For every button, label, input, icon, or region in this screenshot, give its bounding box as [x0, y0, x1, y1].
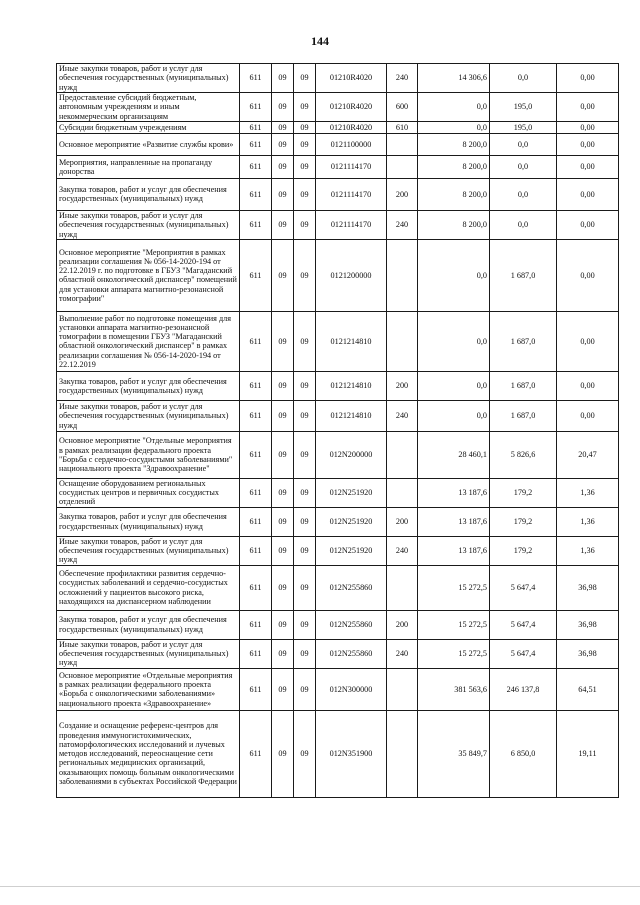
cell-subsection: 09: [294, 155, 316, 178]
cell-target: 0121114170: [316, 178, 387, 210]
cell-target: 012N200000: [316, 431, 387, 478]
cell-v3: 0,00: [557, 155, 619, 178]
cell-type: 240: [387, 64, 418, 93]
table-row: [57, 93, 619, 122]
cell-name: Закупка товаров, работ и услуг для обеспечения государственных (муниципальных) нужд: [57, 178, 240, 210]
cell-name: Мероприятия, направленные на пропаганду донорства: [57, 155, 240, 178]
cell-v2: 0,0: [490, 178, 557, 210]
cell-ministry: 611: [240, 431, 272, 478]
cell-v1: 0,0: [418, 121, 490, 133]
cell-v2: 1 687,0: [490, 239, 557, 311]
cell-name: Основное мероприятие «Отдельные мероприятия в рамках реализации федерального проекта «Борьба с онкологическими заболеваниями» национального проекта «Здравоохранение»: [57, 668, 240, 710]
cell-subsection: 09: [294, 639, 316, 668]
cell-target: 012N255860: [316, 565, 387, 610]
cell-v3: 0,00: [557, 400, 619, 431]
bottom-rule: [0, 886, 640, 887]
cell-subsection: 09: [294, 311, 316, 371]
cell-v2: 0,0: [490, 64, 557, 93]
cell-ministry: 611: [240, 239, 272, 311]
table-row: [57, 64, 619, 93]
cell-type: 610: [387, 121, 418, 133]
cell-name: Оснащение оборудованием региональных сосудистых центров и первичных сосудистых отделений: [57, 478, 240, 507]
cell-section: 09: [272, 710, 294, 797]
table-row: [57, 431, 619, 478]
cell-target: 0121100000: [316, 133, 387, 155]
cell-type: 600: [387, 93, 418, 122]
cell-v3: 0,00: [557, 371, 619, 400]
cell-type: 240: [387, 400, 418, 431]
table-row: [57, 639, 619, 668]
cell-name: Основное мероприятие «Развитие службы крови»: [57, 133, 240, 155]
cell-v1: 381 563,6: [418, 668, 490, 710]
cell-name: Выполнение работ по подготовке помещения для установки аппарата магнитно-резонансной томографии в помещении ГБУЗ "Магаданский областной онкологический диспансер" в рамках реализации соглашения № 056-14-2020-194 от 22.12.2019: [57, 311, 240, 371]
cell-v1: 8 200,0: [418, 155, 490, 178]
cell-section: 09: [272, 371, 294, 400]
table-row: [57, 311, 619, 371]
cell-type: 200: [387, 371, 418, 400]
cell-v2: 1 687,0: [490, 371, 557, 400]
cell-target: 012N251920: [316, 478, 387, 507]
cell-v1: 8 200,0: [418, 133, 490, 155]
cell-name: Иные закупки товаров, работ и услуг для обеспечения государственных (муниципальных) нужд: [57, 536, 240, 565]
cell-name: Обеспечение профилактики развития сердечно-сосудистых заболеваний и сердечно-сосудистых осложнений у пациентов высокого риска, находящихся на диспансерном наблюдении: [57, 565, 240, 610]
cell-ministry: 611: [240, 668, 272, 710]
table-row: [57, 507, 619, 536]
cell-ministry: 611: [240, 536, 272, 565]
cell-target: 01210R4020: [316, 121, 387, 133]
cell-section: 09: [272, 311, 294, 371]
cell-ministry: 611: [240, 565, 272, 610]
cell-v2: 1 687,0: [490, 400, 557, 431]
cell-type: [387, 565, 418, 610]
cell-v3: 36,98: [557, 565, 619, 610]
cell-v1: 13 187,6: [418, 478, 490, 507]
cell-ministry: 611: [240, 610, 272, 639]
cell-v1: 0,0: [418, 311, 490, 371]
cell-subsection: 09: [294, 710, 316, 797]
cell-section: 09: [272, 64, 294, 93]
cell-section: 09: [272, 121, 294, 133]
cell-type: 240: [387, 639, 418, 668]
cell-v3: 19,11: [557, 710, 619, 797]
table-row: [57, 400, 619, 431]
cell-v3: 0,00: [557, 178, 619, 210]
cell-v3: 0,00: [557, 311, 619, 371]
cell-ministry: 611: [240, 710, 272, 797]
table-row: [57, 478, 619, 507]
cell-subsection: 09: [294, 507, 316, 536]
cell-subsection: 09: [294, 536, 316, 565]
table-row: [57, 210, 619, 239]
table-row: [57, 178, 619, 210]
cell-v2: 0,0: [490, 210, 557, 239]
cell-ministry: 611: [240, 371, 272, 400]
cell-type: 240: [387, 210, 418, 239]
cell-v3: 20,47: [557, 431, 619, 478]
cell-ministry: 611: [240, 133, 272, 155]
cell-target: 012N251920: [316, 536, 387, 565]
cell-type: [387, 133, 418, 155]
cell-section: 09: [272, 610, 294, 639]
cell-name: Предоставление субсидий бюджетным, автономным учреждениям и иным некоммерческим организациям: [57, 93, 240, 122]
cell-target: 01210R4020: [316, 64, 387, 93]
cell-v2: 0,0: [490, 133, 557, 155]
cell-v1: 8 200,0: [418, 210, 490, 239]
cell-v2: 246 137,8: [490, 668, 557, 710]
cell-v1: 15 272,5: [418, 610, 490, 639]
cell-target: 01210R4020: [316, 93, 387, 122]
cell-v1: 14 306,6: [418, 64, 490, 93]
cell-v2: 5 647,4: [490, 565, 557, 610]
table-row: [57, 668, 619, 710]
cell-section: 09: [272, 93, 294, 122]
cell-target: 0121200000: [316, 239, 387, 311]
cell-type: 240: [387, 536, 418, 565]
cell-v1: 0,0: [418, 400, 490, 431]
cell-ministry: 611: [240, 311, 272, 371]
cell-v3: 64,51: [557, 668, 619, 710]
cell-ministry: 611: [240, 478, 272, 507]
cell-subsection: 09: [294, 210, 316, 239]
cell-name: Иные закупки товаров, работ и услуг для обеспечения государственных (муниципальных) нужд: [57, 639, 240, 668]
cell-subsection: 09: [294, 400, 316, 431]
cell-v1: 8 200,0: [418, 178, 490, 210]
cell-name: Закупка товаров, работ и услуг для обеспечения государственных (муниципальных) нужд: [57, 507, 240, 536]
cell-type: [387, 155, 418, 178]
cell-subsection: 09: [294, 64, 316, 93]
cell-target: 012N255860: [316, 639, 387, 668]
cell-v3: 36,98: [557, 610, 619, 639]
cell-type: 200: [387, 507, 418, 536]
cell-section: 09: [272, 565, 294, 610]
cell-type: [387, 710, 418, 797]
cell-subsection: 09: [294, 431, 316, 478]
cell-v3: 36,98: [557, 639, 619, 668]
cell-ministry: 611: [240, 155, 272, 178]
cell-section: 09: [272, 431, 294, 478]
cell-v2: 195,0: [490, 121, 557, 133]
cell-v2: 179,2: [490, 536, 557, 565]
table-row: [57, 536, 619, 565]
cell-section: 09: [272, 239, 294, 311]
cell-section: 09: [272, 133, 294, 155]
cell-section: 09: [272, 668, 294, 710]
budget-table: [56, 63, 619, 798]
cell-target: 0121214810: [316, 311, 387, 371]
cell-section: 09: [272, 400, 294, 431]
cell-subsection: 09: [294, 93, 316, 122]
cell-ministry: 611: [240, 639, 272, 668]
cell-ministry: 611: [240, 400, 272, 431]
cell-subsection: 09: [294, 478, 316, 507]
cell-target: 012N255860: [316, 610, 387, 639]
cell-subsection: 09: [294, 133, 316, 155]
cell-v1: 15 272,5: [418, 565, 490, 610]
cell-v2: 5 826,6: [490, 431, 557, 478]
cell-v2: 1 687,0: [490, 311, 557, 371]
cell-name: Основное мероприятие "Мероприятия в рамках реализации соглашения № 056-14-2020-194 от 22.12.2019 г. по подготовке в ГБУЗ "Магаданский областной онкологический диспансер" помещений для установки аппарата магнитно-резонансной томографии": [57, 239, 240, 311]
cell-name: Иные закупки товаров, работ и услуг для обеспечения государственных (муниципальных) нужд: [57, 210, 240, 239]
cell-target: 012N300000: [316, 668, 387, 710]
cell-v3: 0,00: [557, 93, 619, 122]
cell-v1: 28 460,1: [418, 431, 490, 478]
cell-section: 09: [272, 210, 294, 239]
cell-v1: 15 272,5: [418, 639, 490, 668]
cell-subsection: 09: [294, 668, 316, 710]
cell-ministry: 611: [240, 93, 272, 122]
cell-v3: 0,00: [557, 210, 619, 239]
cell-section: 09: [272, 639, 294, 668]
table-row: [57, 371, 619, 400]
cell-target: 0121114170: [316, 155, 387, 178]
cell-v2: 195,0: [490, 93, 557, 122]
cell-v3: 0,00: [557, 64, 619, 93]
cell-name: Иные закупки товаров, работ и услуг для обеспечения государственных (муниципальных) нужд: [57, 64, 240, 93]
cell-target: 012N351900: [316, 710, 387, 797]
cell-type: [387, 431, 418, 478]
cell-ministry: 611: [240, 121, 272, 133]
cell-section: 09: [272, 178, 294, 210]
cell-type: 200: [387, 610, 418, 639]
cell-v3: 0,00: [557, 239, 619, 311]
cell-type: [387, 478, 418, 507]
cell-name: Иные закупки товаров, работ и услуг для обеспечения государственных (муниципальных) нужд: [57, 400, 240, 431]
cell-target: 0121214810: [316, 400, 387, 431]
table-body: [57, 64, 619, 798]
cell-v1: 13 187,6: [418, 507, 490, 536]
cell-ministry: 611: [240, 507, 272, 536]
table-row: [57, 133, 619, 155]
cell-v1: 0,0: [418, 239, 490, 311]
table-row: [57, 121, 619, 133]
cell-type: [387, 668, 418, 710]
cell-target: 0121114170: [316, 210, 387, 239]
cell-name: Основное мероприятие "Отдельные мероприятия в рамках реализации федерального проекта "Борьба с сердечно-сосудистыми заболеваниями" национального проекта "Здравоохранение": [57, 431, 240, 478]
cell-section: 09: [272, 536, 294, 565]
cell-v1: 0,0: [418, 93, 490, 122]
cell-subsection: 09: [294, 239, 316, 311]
cell-v3: 0,00: [557, 133, 619, 155]
cell-ministry: 611: [240, 178, 272, 210]
cell-v1: 35 849,7: [418, 710, 490, 797]
table-row: [57, 155, 619, 178]
cell-subsection: 09: [294, 121, 316, 133]
cell-v1: 0,0: [418, 371, 490, 400]
cell-section: 09: [272, 155, 294, 178]
cell-target: 012N251920: [316, 507, 387, 536]
cell-v3: 0,00: [557, 121, 619, 133]
cell-name: Закупка товаров, работ и услуг для обеспечения государственных (муниципальных) нужд: [57, 371, 240, 400]
page-number: 144: [311, 34, 329, 48]
table-row: [57, 710, 619, 797]
cell-v3: 1,36: [557, 478, 619, 507]
cell-section: 09: [272, 507, 294, 536]
table-row: [57, 239, 619, 311]
cell-ministry: 611: [240, 210, 272, 239]
cell-v2: 0,0: [490, 155, 557, 178]
cell-name: Создание и оснащение референс-центров для проведения иммуногистохимических, патоморфологических исследований и лучевых методов исследований, переоснащение сети региональных медицинских организаций, оказывающих помощь больным онкологическими заболеваниями в субъектах Российской Федерации: [57, 710, 240, 797]
cell-type: 200: [387, 178, 418, 210]
cell-v3: 1,36: [557, 507, 619, 536]
cell-v1: 13 187,6: [418, 536, 490, 565]
cell-subsection: 09: [294, 610, 316, 639]
cell-v2: 179,2: [490, 507, 557, 536]
cell-subsection: 09: [294, 371, 316, 400]
table-row: [57, 565, 619, 610]
cell-target: 0121214810: [316, 371, 387, 400]
cell-v3: 1,36: [557, 536, 619, 565]
cell-v2: 6 850,0: [490, 710, 557, 797]
cell-v2: 179,2: [490, 478, 557, 507]
cell-ministry: 611: [240, 64, 272, 93]
cell-subsection: 09: [294, 565, 316, 610]
cell-v2: 5 647,4: [490, 639, 557, 668]
cell-subsection: 09: [294, 178, 316, 210]
cell-name: Субсидии бюджетным учреждениям: [57, 121, 240, 133]
cell-type: [387, 311, 418, 371]
cell-type: [387, 239, 418, 311]
table-row: [57, 610, 619, 639]
cell-section: 09: [272, 478, 294, 507]
cell-v2: 5 647,4: [490, 610, 557, 639]
cell-name: Закупка товаров, работ и услуг для обеспечения государственных (муниципальных) нужд: [57, 610, 240, 639]
